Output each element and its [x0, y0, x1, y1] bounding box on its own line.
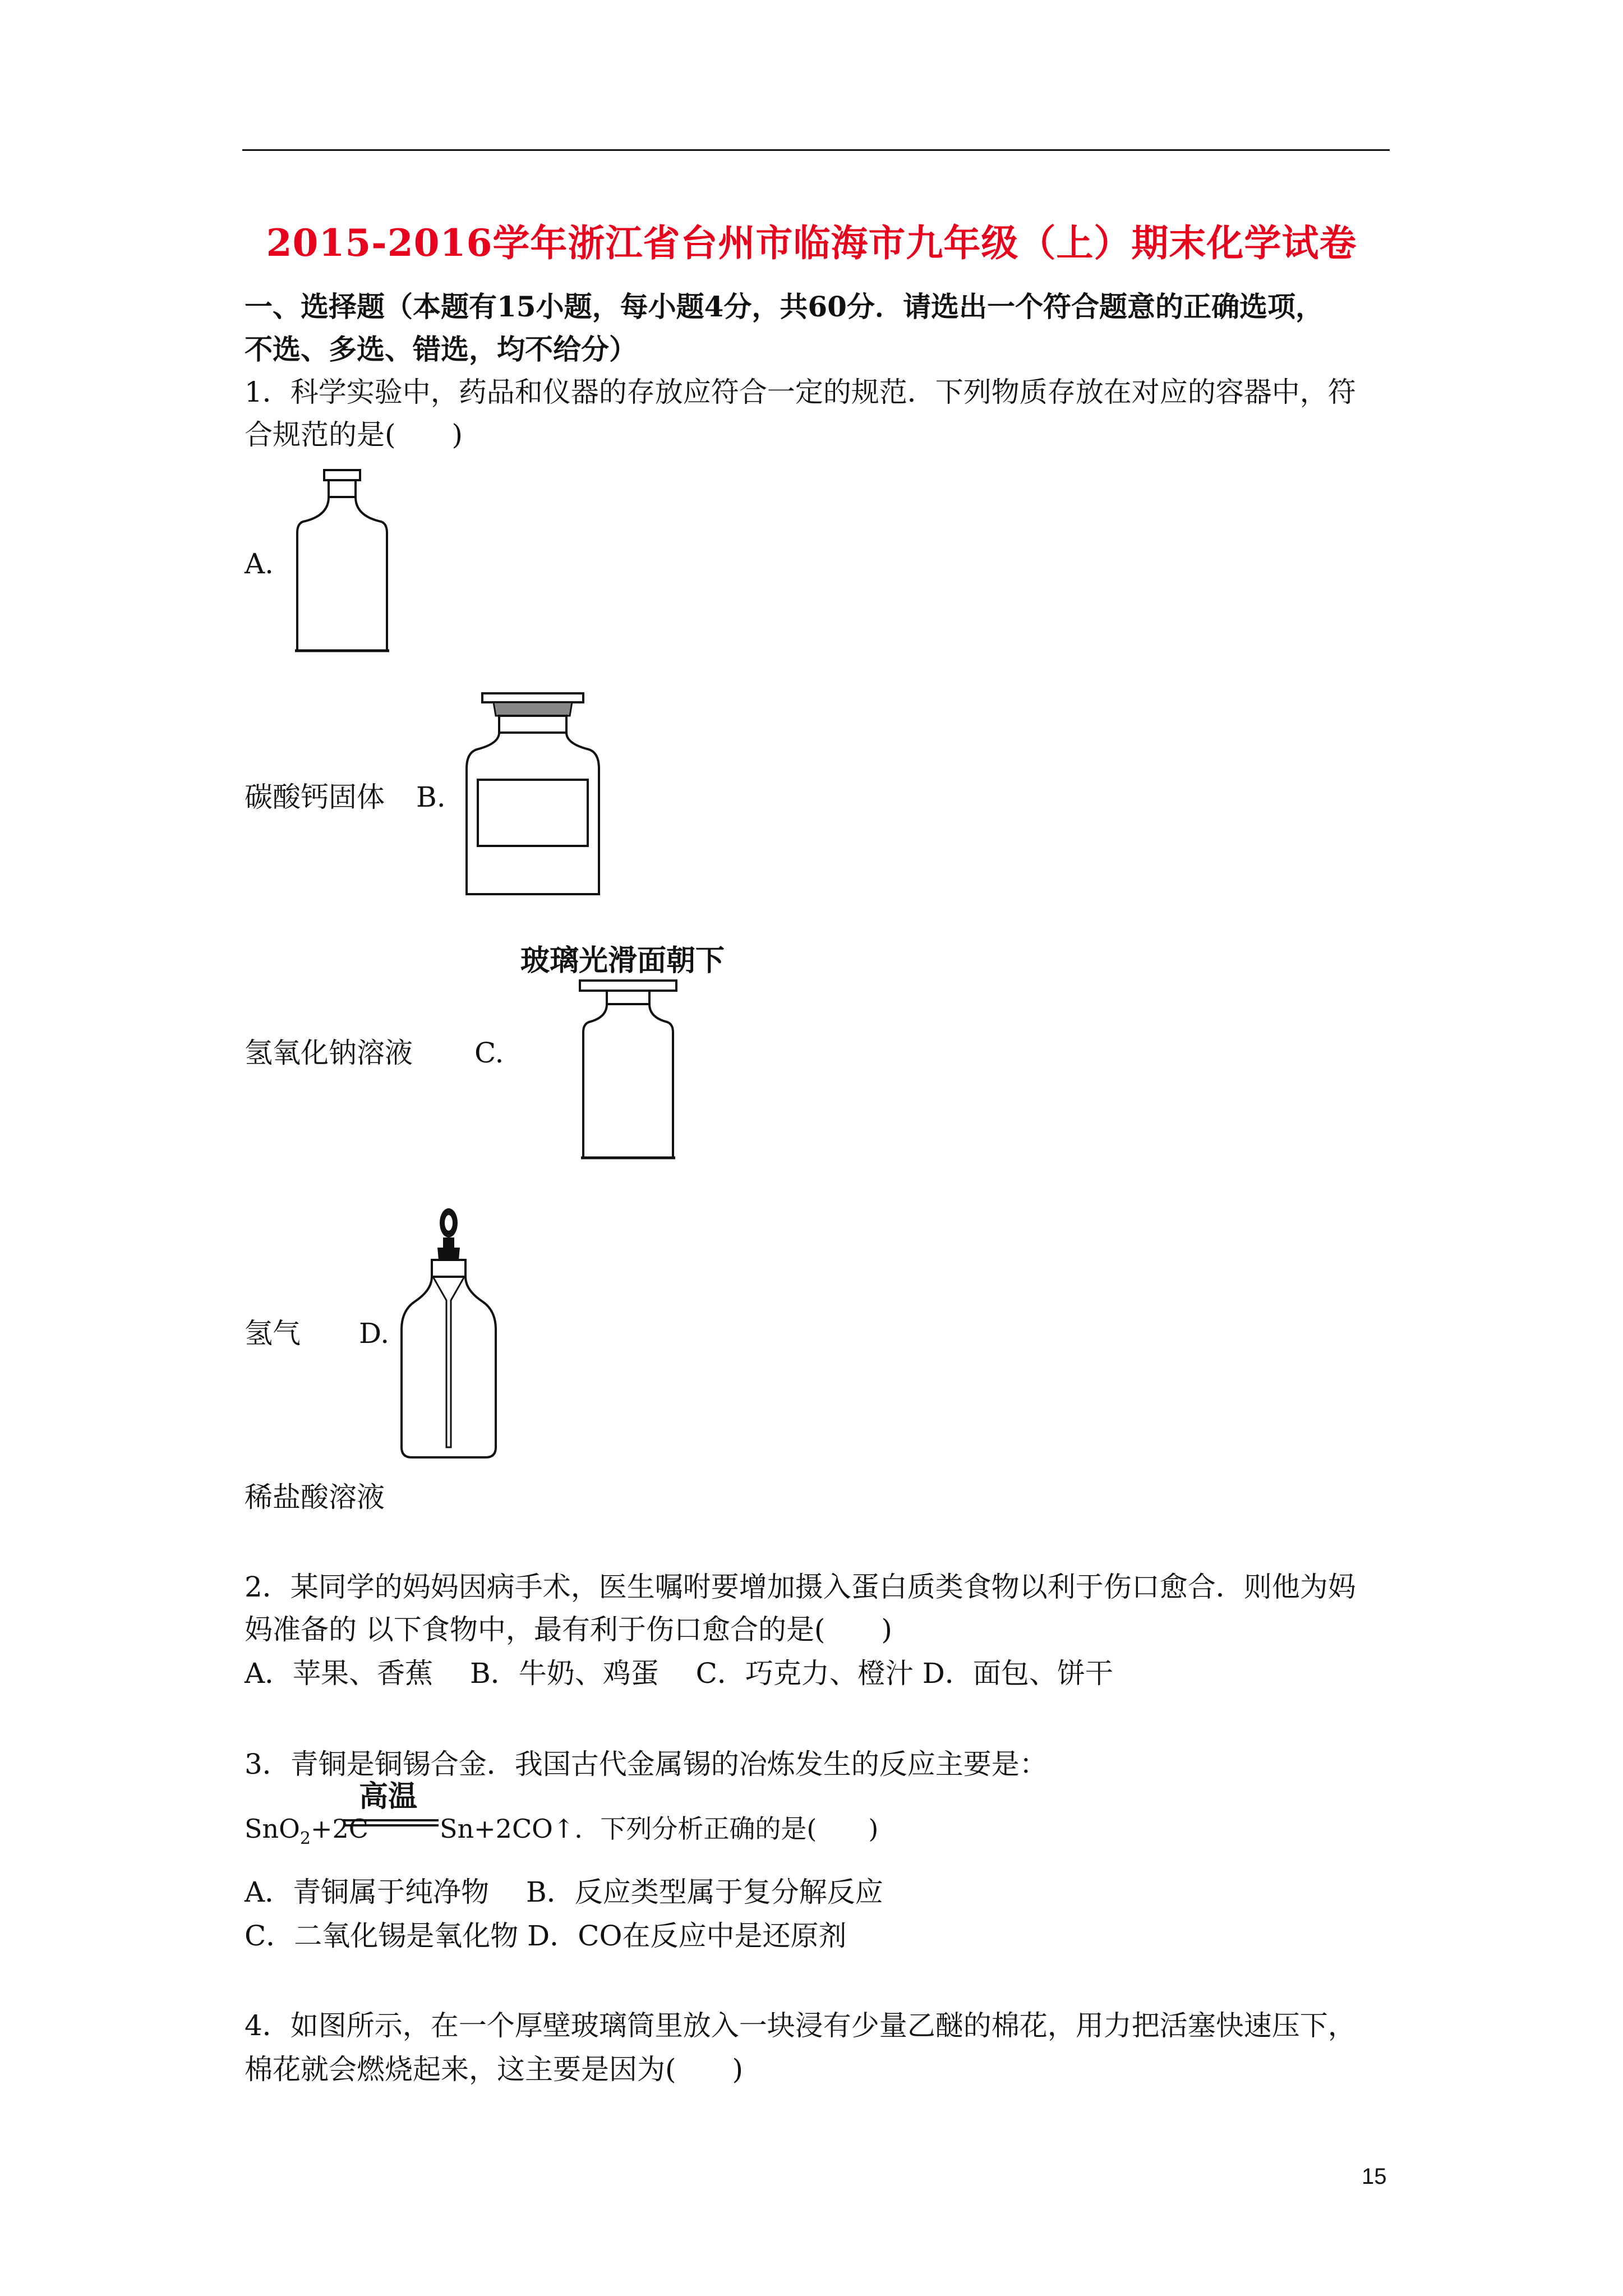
q1-option-c-substance: 氢气	[245, 1317, 301, 1350]
reagent-bottle-narrow-figure	[286, 466, 398, 656]
q3-equation-reactant-b: +2C	[310, 1814, 368, 1844]
q3-options-line-1: A．青铜属于纯净物 B．反应类型属于复分解反应	[245, 1876, 883, 1908]
q1-option-c-caption: 玻璃光滑面朝下	[520, 944, 725, 978]
q1-option-b-label: B.	[416, 781, 446, 813]
q3-equation-right	[440, 1806, 878, 1851]
q3-equation-reactant-a: SnO	[245, 1814, 300, 1844]
q3-equation	[245, 1806, 368, 1861]
dropper-bottle-figure	[393, 1206, 505, 1464]
q4-stem-line-1: 4．如图所示，在一个厚壁玻璃筒里放入一块浸有少量乙醚的棉花，用力把活塞快速压下，	[245, 2009, 1356, 2042]
q1-option-d-label: D.	[359, 1317, 390, 1350]
inverted-lid-bottle-figure	[572, 978, 684, 1169]
q1-option-b-substance: 氢氧化钠溶液	[245, 1037, 413, 1069]
q1-option-a-label: A.	[245, 547, 274, 580]
header-rule	[242, 149, 1390, 151]
q1-option-d-substance: 稀盐酸溶液	[245, 1481, 385, 1513]
q2-stem-line-2: 妈准备的 以下食物中，最有利于伤口愈合的是( )	[245, 1613, 892, 1646]
q3-stem-line-1: 3．青铜是铜锡合金．我国古代金属锡的冶炼发生的反应主要是：	[245, 1748, 1048, 1780]
wide-mouth-bottle-figure	[460, 690, 606, 903]
q2-options: A．苹果、香蕉 B．牛奶、鸡蛋 C．巧克力、橙汁 D．面包、饼干	[245, 1657, 1113, 1690]
q1-stem-line-2: 合规范的是( )	[245, 418, 463, 451]
q3-options-line-2: C．二氧化锡是氧化物 D．CO在反应中是还原剂	[245, 1920, 847, 1952]
page-number: 15	[1362, 2164, 1387, 2189]
q1-option-c-label: C.	[474, 1037, 504, 1069]
q4-stem-line-2: 棉花就会燃烧起来，这主要是因为( )	[245, 2053, 744, 2086]
q1-stem-line-1: 1．科学实验中，药品和仪器的存放应符合一定的规范．下列物质存放在对应的容器中，符	[245, 376, 1356, 408]
q2-stem-line-1: 2．某同学的妈妈因病手术，医生嘱咐要增加摄入蛋白质类食物以利于伤口愈合．则他为妈	[245, 1571, 1356, 1603]
section-heading-line-2: 不选、多选、错选，均不给分）	[245, 333, 637, 366]
q3-equation-condition: 高温	[359, 1780, 418, 1814]
q3-equation-double-line	[343, 1818, 439, 1829]
q1-option-a-substance: 碳酸钙固体	[245, 781, 385, 813]
section-heading-line-1: 一、选择题（本题有15小题，每小题4分，共60分．请选出一个符合题意的正确选项，	[245, 290, 1324, 323]
q3-equation-product-and-question: Sn+2CO↑．下列分析正确的是( )	[440, 1814, 879, 1844]
q3-equation-subscript: 2	[299, 1829, 311, 1848]
exam-title: 2015-2016学年浙江省台州市临海市九年级（上）期末化学试卷	[266, 221, 1357, 265]
